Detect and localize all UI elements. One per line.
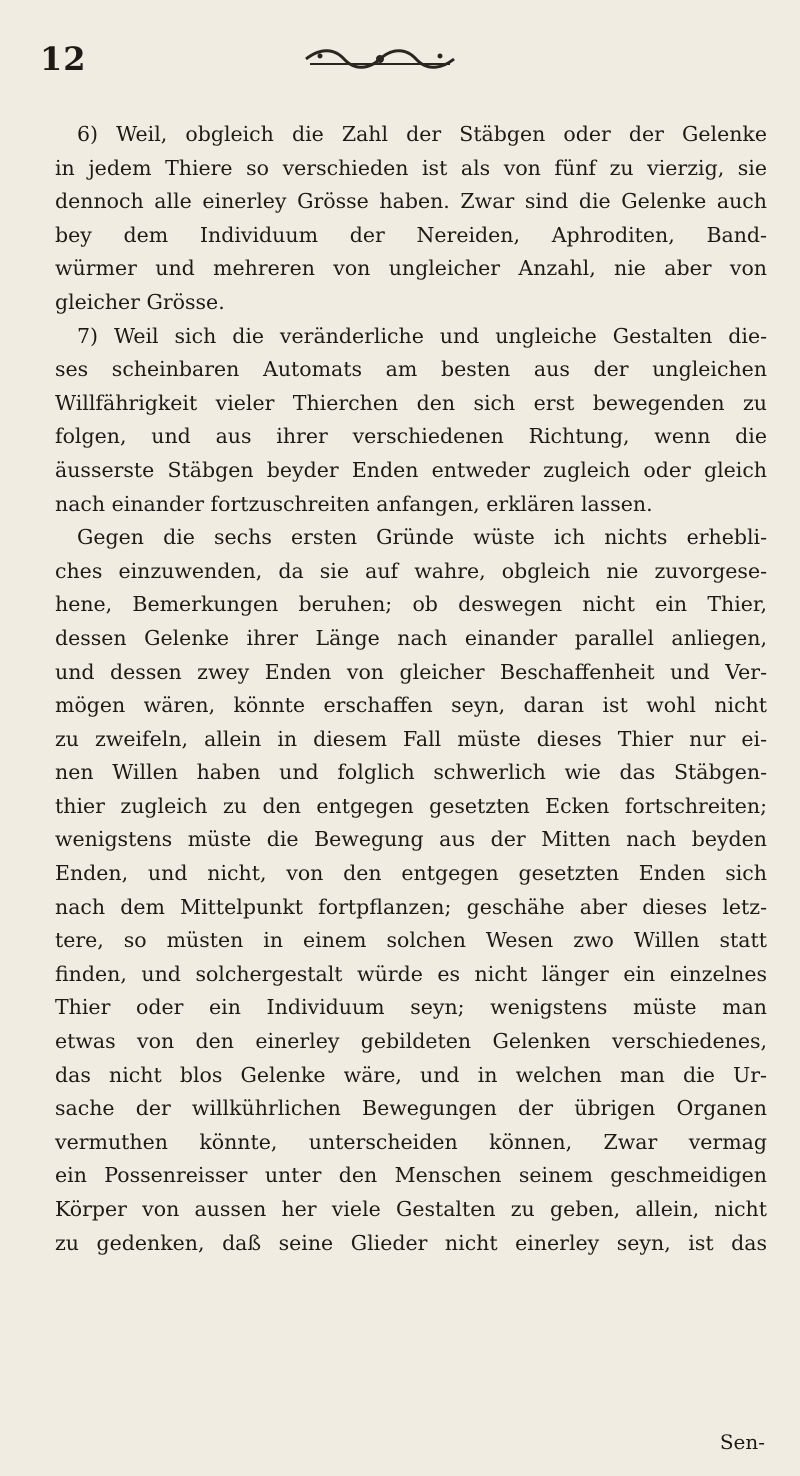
text-line: etwas von den einerley gebildeten Gelenken verschiedenes, [55, 1029, 767, 1054]
text-line: Willfährigkeit vieler Thierchen den sich erst bewegenden zu [55, 390, 767, 415]
body-text [55, 118, 767, 1260]
text-line: ches einzuwenden, da sie auf wahre, obgleich nie zuvorgese- [55, 558, 767, 583]
text-line: Enden, und nicht, von den entgegen gesetzten Enden sich [55, 861, 767, 886]
text-line: bey dem Individuum der Nereiden, Aphroditen, Band- [55, 222, 767, 247]
text-line: zu gedenken, daß seine Glieder nicht einerley seyn, ist das [55, 1230, 767, 1255]
text-line: mögen wären, könnte erschaffen seyn, daran ist wohl nicht [55, 693, 767, 718]
catchword: Sen- [719, 1430, 765, 1454]
text-line: sache der willkührlichen Bewegungen der übrigen Organen [55, 1096, 767, 1121]
text-line: nen Willen haben und folglich schwerlich wie das Stäbgen- [55, 760, 767, 785]
text-line: dessen Gelenke ihrer Länge nach einander parallel anliegen, [55, 625, 767, 650]
text-line: nach einander fortzuschreiten anfangen, erklären lassen. [55, 491, 653, 516]
text-line: Körper von aussen her viele Gestalten zu geben, allein, nicht [55, 1197, 767, 1221]
text-line: Thier oder ein Individuum seyn; wenigstens müste man [55, 995, 767, 1020]
text-line: zu zweifeln, allein in diesem Fall müste dieses Thier nur ei- [55, 726, 767, 751]
page-number: 12 [40, 40, 87, 78]
text-line: dennoch alle einerley Grösse haben. Zwar sind die Gelenke auch [55, 189, 767, 214]
text-line: vermuthen könnte, unterscheiden können, Zwar vermag [55, 1129, 767, 1154]
text-line: 6) Weil, obgleich die Zahl der Stäbgen oder der Gelenke [77, 122, 767, 146]
decorative-ornament-icon [300, 44, 460, 74]
text-line: tere, so müsten in einem solchen Wesen zwo Willen statt [55, 928, 767, 953]
text-line: in jedem Thiere so verschieden ist als von fünf zu vierzig, sie [55, 155, 767, 180]
text-line: nach dem Mittelpunkt fortpflanzen; geschähe aber dieses letz- [55, 894, 767, 919]
text-line: 7) Weil sich die veränderliche und ungleiche Gestalten die- [77, 323, 767, 348]
text-line: hene, Bemerkungen beruhen; ob deswegen nicht ein Thier, [55, 592, 767, 617]
text-line: gleicher Grösse. [55, 289, 225, 314]
text-line: folgen, und aus ihrer verschiedenen Richtung, wenn die [55, 424, 767, 449]
text-line: wenigstens müste die Bewegung aus der Mitten nach beyden [55, 827, 767, 852]
text-line: Gegen die sechs ersten Gründe wüste ich nichts erhebli- [77, 525, 767, 550]
text-line: finden, und solchergestalt würde es nicht länger ein einzelnes [55, 961, 767, 986]
text-line: thier zugleich zu den entgegen gesetzten Ecken fortschreiten; [55, 793, 767, 818]
text-line: ses scheinbaren Automats am besten aus der ungleichen [55, 357, 767, 382]
text-line: und dessen zwey Enden von gleicher Beschaffenheit und Ver- [55, 659, 767, 684]
text-line: würmer und mehreren von ungleicher Anzahl, nie aber von [55, 256, 767, 281]
text-line: äusserste Stäbgen beyder Enden entweder zugleich oder gleich [55, 457, 767, 482]
text-line: das nicht blos Gelenke wäre, und in welchen man die Ur- [55, 1062, 767, 1087]
text-line: ein Possenreisser unter den Menschen seinem geschmeidigen [55, 1163, 767, 1188]
